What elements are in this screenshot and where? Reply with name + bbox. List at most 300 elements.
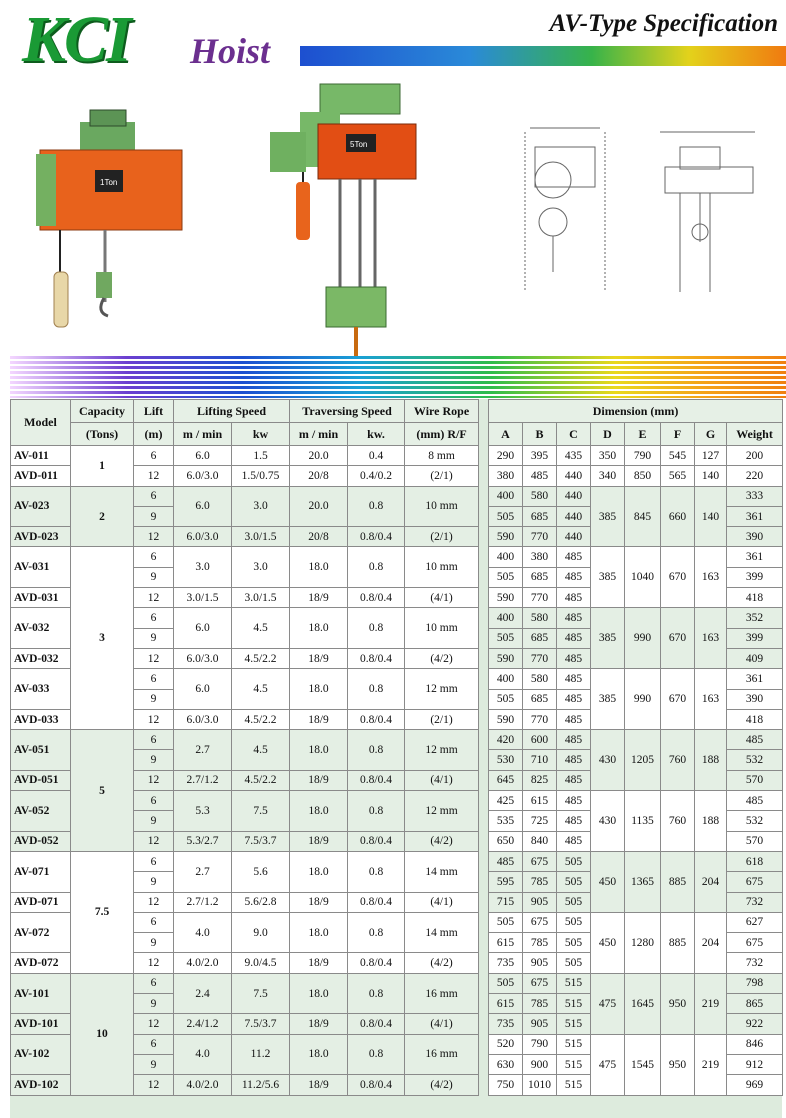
d-ls-m-cell: 6.0/3.0	[174, 648, 232, 668]
weight-cell: 361	[727, 506, 783, 526]
col-ls-kw: kw	[232, 423, 290, 446]
dim-cell: 590	[489, 527, 523, 547]
d-ts-m-cell: 18/9	[290, 770, 348, 790]
dim-cell: 505	[489, 628, 523, 648]
hoist2-plate: 5Ton	[350, 140, 368, 149]
lift-cell: 12	[134, 709, 174, 729]
rf-cell: (4/1)	[405, 1014, 479, 1034]
dim-f-cell: 670	[661, 608, 695, 669]
table-row	[11, 730, 479, 750]
dim-cell: 785	[523, 994, 557, 1014]
table-row	[489, 973, 783, 993]
ls-m-cell: 2.4	[174, 973, 232, 1014]
table-row	[489, 466, 783, 486]
dim-f-cell: 760	[661, 791, 695, 852]
dim-cell: 600	[523, 730, 557, 750]
dim-cell: 615	[489, 994, 523, 1014]
dim-cell: 485	[557, 547, 591, 567]
ls-m-cell: 6.0	[174, 608, 232, 649]
dim-d-cell: 385	[591, 669, 625, 730]
dim-cell: 770	[523, 588, 557, 608]
ls-kw-cell: 7.5	[232, 973, 290, 1014]
d-ts-kw-cell: 0.8/0.4	[348, 831, 405, 851]
model-av: AV-072	[11, 912, 71, 953]
dim-cell: 485	[523, 466, 557, 486]
rope-cell: 8 mm	[405, 446, 479, 466]
d-ts-m-cell: 18/9	[290, 588, 348, 608]
weight-cell: 361	[727, 669, 783, 689]
dim-cell: 435	[557, 446, 591, 466]
dim-e-cell: 1040	[625, 547, 661, 608]
weight-cell: 912	[727, 1054, 783, 1074]
ls-kw-cell: 4.5	[232, 730, 290, 771]
lift-cell: 9	[134, 933, 174, 953]
ts-m-cell: 18.0	[290, 669, 348, 710]
dim-f-cell: 660	[661, 486, 695, 547]
dim-cell: 900	[523, 1054, 557, 1074]
dim-cell: 630	[489, 1054, 523, 1074]
table-row	[489, 486, 783, 506]
d-ts-m-cell: 18/9	[290, 648, 348, 668]
dim-d-cell: 450	[591, 851, 625, 912]
d-ts-m-cell: 18/9	[290, 953, 348, 973]
col-wire-rope: Wire Rope	[405, 400, 479, 423]
hoist1-plate: 1Ton	[100, 178, 118, 187]
dim-cell: 535	[489, 811, 523, 831]
dim-f-cell: 670	[661, 669, 695, 730]
table-row	[489, 730, 783, 750]
col-wire-unit: (mm) R/F	[405, 423, 479, 446]
col-ls-mmin: m / min	[174, 423, 232, 446]
model-avd: AVD-071	[11, 892, 71, 912]
ls-kw-cell: 4.5	[232, 669, 290, 710]
dim-e-cell: 990	[625, 669, 661, 730]
weight-cell: 390	[727, 689, 783, 709]
d-ls-m-cell: 4.0/2.0	[174, 953, 232, 973]
dim-cell: 515	[557, 1054, 591, 1074]
ts-kw-cell: 0.4	[348, 446, 405, 466]
dim-d-cell: 450	[591, 912, 625, 973]
d-ls-kw-cell: 4.5/2.2	[232, 709, 290, 729]
dimension-col-f: F	[661, 423, 695, 446]
dim-d-cell: 385	[591, 608, 625, 669]
dim-cell: 715	[489, 892, 523, 912]
model-av: AV-032	[11, 608, 71, 649]
col-lift-unit: (m)	[134, 423, 174, 446]
lift-cell: 6	[134, 851, 174, 871]
dim-e-cell: 1645	[625, 973, 661, 1034]
dim-cell: 440	[557, 527, 591, 547]
rf-cell: (4/1)	[405, 770, 479, 790]
ls-m-cell: 3.0	[174, 547, 232, 588]
d-ts-kw-cell: 0.8/0.4	[348, 953, 405, 973]
weight-cell: 352	[727, 608, 783, 628]
model-av: AV-071	[11, 851, 71, 892]
dim-cell: 590	[489, 709, 523, 729]
capacity-cell: 10	[71, 973, 134, 1095]
dim-d-cell: 385	[591, 486, 625, 547]
dim-cell: 515	[557, 973, 591, 993]
dim-cell: 485	[557, 750, 591, 770]
dim-cell: 580	[523, 669, 557, 689]
dim-cell: 650	[489, 831, 523, 851]
ts-kw-cell: 0.8	[348, 608, 405, 649]
table-row	[489, 669, 783, 689]
dim-cell: 770	[523, 527, 557, 547]
model-av: AV-031	[11, 547, 71, 588]
dim-cell: 590	[489, 588, 523, 608]
capacity-cell: 2	[71, 486, 134, 547]
ts-m-cell: 18.0	[290, 730, 348, 771]
ls-kw-cell: 1.5	[232, 446, 290, 466]
dim-cell: 580	[523, 608, 557, 628]
ts-kw-cell: 0.8	[348, 547, 405, 588]
lift-cell: 6	[134, 486, 174, 506]
dim-cell: 840	[523, 831, 557, 851]
dim-cell: 520	[489, 1034, 523, 1054]
dim-d-cell: 385	[591, 547, 625, 608]
ls-m-cell: 2.7	[174, 730, 232, 771]
dimension-col-c: C	[557, 423, 591, 446]
dim-cell: 580	[523, 486, 557, 506]
dim-e-cell: 990	[625, 608, 661, 669]
ls-m-cell: 2.7	[174, 851, 232, 892]
weight-cell: 532	[727, 750, 783, 770]
dim-cell: 485	[557, 791, 591, 811]
dim-cell: 505	[489, 973, 523, 993]
dim-cell: 850	[625, 466, 661, 486]
dim-cell: 485	[557, 730, 591, 750]
ls-m-cell: 4.0	[174, 912, 232, 953]
spec-table	[10, 399, 479, 1096]
dim-d-cell: 475	[591, 973, 625, 1034]
dim-g-cell: 188	[695, 730, 727, 791]
dim-cell: 485	[557, 608, 591, 628]
weight-cell: 390	[727, 527, 783, 547]
dim-cell: 770	[523, 648, 557, 668]
model-av: AV-102	[11, 1034, 71, 1075]
lift-cell: 6	[134, 446, 174, 466]
brand-sub: Hoist	[190, 31, 271, 71]
model-avd: AVD-011	[11, 466, 71, 486]
col-lifting-speed: Lifting Speed	[174, 400, 290, 423]
dim-cell: 485	[557, 811, 591, 831]
model-av: AV-033	[11, 669, 71, 710]
d-ts-kw-cell: 0.8/0.4	[348, 1014, 405, 1034]
ts-kw-cell: 0.8	[348, 730, 405, 771]
rope-cell: 16 mm	[405, 973, 479, 1014]
lift-cell: 12	[134, 1014, 174, 1034]
rf-cell: (4/1)	[405, 892, 479, 912]
header-color-bar	[300, 46, 786, 66]
dim-g-cell: 204	[695, 851, 727, 912]
ts-kw-cell: 0.8	[348, 669, 405, 710]
dim-cell: 380	[523, 547, 557, 567]
ls-kw-cell: 7.5	[232, 791, 290, 832]
dim-cell: 505	[557, 953, 591, 973]
ts-kw-cell: 0.8	[348, 912, 405, 953]
dim-cell: 505	[489, 912, 523, 932]
dim-cell: 785	[523, 872, 557, 892]
weight-cell: 399	[727, 567, 783, 587]
d-ts-kw-cell: 0.8/0.4	[348, 588, 405, 608]
dim-cell: 735	[489, 953, 523, 973]
dim-cell: 505	[557, 933, 591, 953]
lift-cell: 6	[134, 791, 174, 811]
rope-cell: 10 mm	[405, 486, 479, 527]
weight-cell: 675	[727, 933, 783, 953]
rope-cell: 12 mm	[405, 730, 479, 771]
ts-m-cell: 20.0	[290, 486, 348, 527]
dim-cell: 675	[523, 851, 557, 871]
d-ts-kw-cell: 0.8/0.4	[348, 648, 405, 668]
model-avd: AVD-023	[11, 527, 71, 547]
dim-cell: 685	[523, 567, 557, 587]
ls-m-cell: 5.3	[174, 791, 232, 832]
ts-kw-cell: 0.8	[348, 791, 405, 832]
capacity-cell: 1	[71, 446, 134, 487]
weight-cell: 618	[727, 851, 783, 871]
weight-cell: 418	[727, 588, 783, 608]
weight-cell: 485	[727, 791, 783, 811]
rf-cell: (2/1)	[405, 466, 479, 486]
dim-cell: 685	[523, 689, 557, 709]
dim-cell: 400	[489, 608, 523, 628]
dim-cell: 505	[557, 851, 591, 871]
d-ls-kw-cell: 3.0/1.5	[232, 527, 290, 547]
product-photos	[0, 72, 786, 362]
table-row	[489, 608, 783, 628]
dim-g-cell: 163	[695, 669, 727, 730]
ls-kw-cell: 3.0	[232, 547, 290, 588]
d-ls-m-cell: 5.3/2.7	[174, 831, 232, 851]
dim-cell: 595	[489, 872, 523, 892]
dim-g-cell: 140	[695, 486, 727, 547]
ls-m-cell: 6.0	[174, 669, 232, 710]
dim-cell: 140	[695, 466, 727, 486]
dim-e-cell: 845	[625, 486, 661, 547]
col-capacity: Capacity	[71, 400, 134, 423]
model-avd: AVD-101	[11, 1014, 71, 1034]
lift-cell: 9	[134, 750, 174, 770]
dim-cell: 615	[523, 791, 557, 811]
dim-cell: 485	[557, 709, 591, 729]
d-ts-m-cell: 18/9	[290, 831, 348, 851]
dim-cell: 400	[489, 547, 523, 567]
capacity-cell: 7.5	[71, 851, 134, 973]
dim-cell: 420	[489, 730, 523, 750]
dim-g-cell: 163	[695, 547, 727, 608]
model-avd: AVD-072	[11, 953, 71, 973]
dimension-col-g: G	[695, 423, 727, 446]
d-ls-kw-cell: 3.0/1.5	[232, 588, 290, 608]
hoist-1-icon	[36, 110, 182, 327]
dim-g-cell: 163	[695, 608, 727, 669]
dim-cell: 675	[523, 912, 557, 932]
table-row	[11, 446, 479, 466]
weight-cell: 732	[727, 892, 783, 912]
dim-cell: 505	[557, 892, 591, 912]
dim-cell: 905	[523, 892, 557, 912]
dim-cell: 770	[523, 709, 557, 729]
ls-kw-cell: 11.2	[232, 1034, 290, 1075]
dim-cell: 505	[557, 872, 591, 892]
lift-cell: 12	[134, 466, 174, 486]
dim-cell: 685	[523, 506, 557, 526]
rf-cell: (2/1)	[405, 527, 479, 547]
lift-cell: 12	[134, 1075, 174, 1095]
dimension-col-e: E	[625, 423, 661, 446]
weight-cell: 675	[727, 872, 783, 892]
d-ts-m-cell: 18/9	[290, 1014, 348, 1034]
rf-cell: (4/2)	[405, 1075, 479, 1095]
dim-d-cell: 430	[591, 730, 625, 791]
ts-m-cell: 18.0	[290, 547, 348, 588]
lift-cell: 6	[134, 730, 174, 750]
dim-cell: 485	[557, 628, 591, 648]
weight-cell: 532	[727, 811, 783, 831]
weight-cell: 798	[727, 973, 783, 993]
lift-cell: 9	[134, 994, 174, 1014]
dim-cell: 530	[489, 750, 523, 770]
dim-g-cell: 219	[695, 1034, 727, 1095]
ts-m-cell: 20.0	[290, 446, 348, 466]
d-ls-kw-cell: 5.6/2.8	[232, 892, 290, 912]
dim-e-cell: 1280	[625, 912, 661, 973]
weight-cell: 399	[727, 628, 783, 648]
lift-cell: 9	[134, 872, 174, 892]
lift-cell: 12	[134, 588, 174, 608]
rf-cell: (4/2)	[405, 953, 479, 973]
dim-cell: 220	[727, 466, 783, 486]
dim-cell: 425	[489, 791, 523, 811]
table-row	[11, 486, 479, 506]
dim-cell: 200	[727, 446, 783, 466]
dim-cell: 790	[523, 1034, 557, 1054]
ts-m-cell: 18.0	[290, 912, 348, 953]
model-avd: AVD-052	[11, 831, 71, 851]
d-ls-kw-cell: 4.5/2.2	[232, 770, 290, 790]
weight-cell: 627	[727, 912, 783, 932]
rainbow-divider	[10, 356, 786, 398]
table-row	[11, 547, 479, 567]
dim-cell: 825	[523, 770, 557, 790]
lift-cell: 9	[134, 506, 174, 526]
lift-cell: 9	[134, 1054, 174, 1074]
dim-d-cell: 430	[591, 791, 625, 852]
rf-cell: (2/1)	[405, 709, 479, 729]
brand-logo: KCI	[22, 3, 130, 76]
rf-cell: (4/2)	[405, 648, 479, 668]
ts-kw-cell: 0.8	[348, 486, 405, 527]
dim-cell: 340	[591, 466, 625, 486]
table-row	[489, 791, 783, 811]
dim-cell: 485	[557, 831, 591, 851]
weight-cell: 570	[727, 770, 783, 790]
weight-cell: 969	[727, 1075, 783, 1095]
dim-f-cell: 885	[661, 851, 695, 912]
weight-cell: 361	[727, 547, 783, 567]
dim-cell: 127	[695, 446, 727, 466]
dim-cell: 515	[557, 1075, 591, 1095]
dim-cell: 395	[523, 446, 557, 466]
lift-cell: 9	[134, 811, 174, 831]
dim-cell: 290	[489, 446, 523, 466]
model-av: AV-011	[11, 446, 71, 466]
lift-cell: 12	[134, 892, 174, 912]
dimension-col-d: D	[591, 423, 625, 446]
dim-cell: 485	[557, 669, 591, 689]
weight-cell: 846	[727, 1034, 783, 1054]
dim-cell: 905	[523, 953, 557, 973]
weight-cell: 485	[727, 730, 783, 750]
dim-cell: 710	[523, 750, 557, 770]
ts-m-cell: 18.0	[290, 851, 348, 892]
ls-m-cell: 6.0	[174, 486, 232, 527]
dim-e-cell: 1365	[625, 851, 661, 912]
table-row	[11, 973, 479, 993]
d-ls-kw-cell: 4.5/2.2	[232, 648, 290, 668]
spec-table-area	[10, 399, 782, 1118]
col-ts-mmin: m / min	[290, 423, 348, 446]
ls-kw-cell: 5.6	[232, 851, 290, 892]
dim-cell: 675	[523, 973, 557, 993]
weight-cell: 865	[727, 994, 783, 1014]
ts-kw-cell: 0.8	[348, 851, 405, 892]
dim-cell: 645	[489, 770, 523, 790]
ls-kw-cell: 3.0	[232, 486, 290, 527]
rope-cell: 14 mm	[405, 912, 479, 953]
col-capacity-unit: (Tons)	[71, 423, 134, 446]
lift-cell: 12	[134, 527, 174, 547]
dim-cell: 515	[557, 1034, 591, 1054]
rope-cell: 10 mm	[405, 547, 479, 588]
dim-cell: 440	[557, 486, 591, 506]
table-row	[489, 851, 783, 871]
capacity-cell: 3	[71, 547, 134, 730]
dim-cell: 505	[489, 689, 523, 709]
ts-m-cell: 18.0	[290, 791, 348, 832]
table-row	[11, 851, 479, 871]
weight-cell: 570	[727, 831, 783, 851]
weight-cell: 409	[727, 648, 783, 668]
model-avd: AVD-032	[11, 648, 71, 668]
dim-e-cell: 1205	[625, 730, 661, 791]
dim-cell: 485	[557, 588, 591, 608]
model-avd: AVD-031	[11, 588, 71, 608]
lift-cell: 6	[134, 669, 174, 689]
rope-cell: 12 mm	[405, 791, 479, 832]
rope-cell: 12 mm	[405, 669, 479, 710]
dimension-col-weight: Weight	[727, 423, 783, 446]
d-ls-m-cell: 3.0/1.5	[174, 588, 232, 608]
ls-kw-cell: 9.0	[232, 912, 290, 953]
dim-cell: 350	[591, 446, 625, 466]
model-av: AV-101	[11, 973, 71, 1014]
dim-cell: 485	[489, 851, 523, 871]
dimension-col-a: A	[489, 423, 523, 446]
rf-cell: (4/1)	[405, 588, 479, 608]
d-ls-m-cell: 4.0/2.0	[174, 1075, 232, 1095]
dim-cell: 440	[557, 506, 591, 526]
dim-cell: 485	[557, 770, 591, 790]
model-avd: AVD-033	[11, 709, 71, 729]
d-ts-kw-cell: 0.8/0.4	[348, 527, 405, 547]
dim-e-cell: 1135	[625, 791, 661, 852]
dim-f-cell: 950	[661, 1034, 695, 1095]
weight-cell: 333	[727, 486, 783, 506]
dimension-drawing-front-icon	[525, 128, 605, 292]
